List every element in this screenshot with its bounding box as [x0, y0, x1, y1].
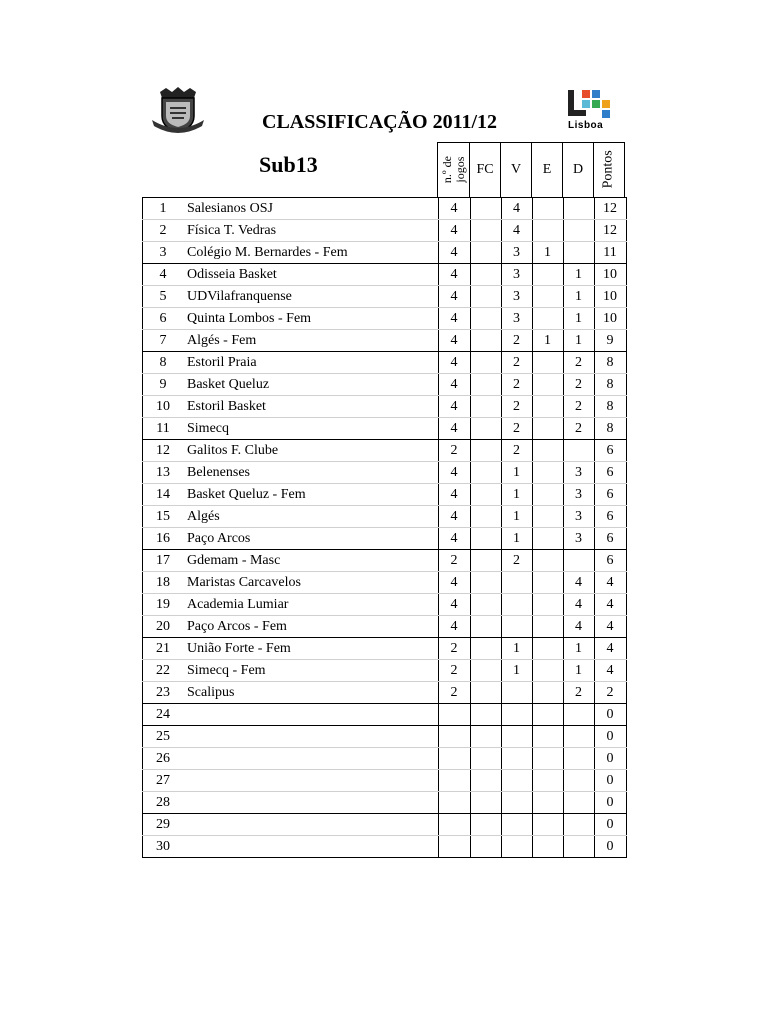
fc-cell [470, 506, 501, 528]
losses-cell: 3 [563, 484, 594, 506]
table-row [143, 242, 627, 264]
points-cell: 4 [594, 572, 626, 594]
games-cell: 4 [438, 242, 470, 264]
fc-cell [470, 396, 501, 418]
table-row [143, 440, 627, 462]
crest-icon [150, 86, 206, 134]
games-cell [438, 770, 470, 792]
wins-cell: 1 [501, 528, 532, 550]
team-name-cell: Odisseia Basket [183, 264, 438, 286]
fc-cell [470, 726, 501, 748]
wins-cell: 2 [501, 550, 532, 572]
losses-cell: 2 [563, 374, 594, 396]
fc-cell [470, 814, 501, 836]
table-row [143, 220, 627, 242]
draws-cell [532, 506, 563, 528]
games-cell: 4 [438, 506, 470, 528]
wins-cell: 2 [501, 374, 532, 396]
position-cell: 6 [143, 308, 184, 330]
games-cell: 4 [438, 418, 470, 440]
position-cell: 3 [143, 242, 184, 264]
table-row [143, 814, 627, 836]
points-cell: 0 [594, 792, 626, 814]
draws-cell [532, 748, 563, 770]
games-cell [438, 836, 470, 858]
losses-cell: 1 [563, 660, 594, 682]
team-name-cell: Salesianos OSJ [183, 198, 438, 220]
points-cell: 8 [594, 374, 626, 396]
points-cell: 6 [594, 462, 626, 484]
position-cell: 15 [143, 506, 184, 528]
wins-cell: 3 [501, 286, 532, 308]
draws-cell [532, 308, 563, 330]
draws-cell [532, 770, 563, 792]
draws-cell: 1 [532, 242, 563, 264]
team-name-cell: Física T. Vedras [183, 220, 438, 242]
losses-cell [563, 792, 594, 814]
games-cell [438, 748, 470, 770]
draws-cell [532, 484, 563, 506]
games-cell: 4 [438, 264, 470, 286]
wins-cell: 1 [501, 638, 532, 660]
wins-cell [501, 572, 532, 594]
draws-cell [532, 440, 563, 462]
losses-cell: 1 [563, 308, 594, 330]
fc-cell [470, 308, 501, 330]
table-row [143, 836, 627, 858]
wins-cell [501, 770, 532, 792]
team-name-cell [183, 704, 438, 726]
games-cell: 2 [438, 660, 470, 682]
fc-cell [470, 550, 501, 572]
position-cell: 24 [143, 704, 184, 726]
position-cell: 12 [143, 440, 184, 462]
column-header-points: Pontos [593, 142, 625, 197]
wins-cell: 3 [501, 264, 532, 286]
points-cell: 0 [594, 726, 626, 748]
position-cell: 5 [143, 286, 184, 308]
team-name-cell: Galitos F. Clube [183, 440, 438, 462]
table-row [143, 792, 627, 814]
position-cell: 10 [143, 396, 184, 418]
points-cell: 6 [594, 550, 626, 572]
team-name-cell: Colégio M. Bernardes - Fem [183, 242, 438, 264]
fc-cell [470, 836, 501, 858]
wins-cell: 2 [501, 396, 532, 418]
team-name-cell [183, 770, 438, 792]
points-cell: 4 [594, 638, 626, 660]
table-row [143, 748, 627, 770]
position-cell: 20 [143, 616, 184, 638]
games-cell: 4 [438, 198, 470, 220]
fc-cell [470, 572, 501, 594]
losses-cell [563, 198, 594, 220]
fc-cell [470, 748, 501, 770]
position-cell: 9 [143, 374, 184, 396]
table-row [143, 330, 627, 352]
draws-cell [532, 836, 563, 858]
losses-cell [563, 220, 594, 242]
games-cell: 4 [438, 528, 470, 550]
team-name-cell: Paço Arcos - Fem [183, 616, 438, 638]
table-row [143, 198, 627, 220]
draws-cell [532, 462, 563, 484]
fc-cell [470, 352, 501, 374]
losses-cell [563, 748, 594, 770]
position-cell: 2 [143, 220, 184, 242]
fc-cell [470, 242, 501, 264]
wins-cell [501, 748, 532, 770]
fc-cell [470, 462, 501, 484]
fc-cell [470, 638, 501, 660]
wins-cell [501, 792, 532, 814]
position-cell: 30 [143, 836, 184, 858]
losses-cell: 3 [563, 506, 594, 528]
column-header-games: n.º de jogos [437, 142, 469, 197]
wins-cell [501, 726, 532, 748]
position-cell: 29 [143, 814, 184, 836]
fc-cell [470, 704, 501, 726]
draws-cell [532, 264, 563, 286]
table-row [143, 484, 627, 506]
wins-cell: 1 [501, 660, 532, 682]
points-cell: 2 [594, 682, 626, 704]
table-row [143, 528, 627, 550]
points-cell: 9 [594, 330, 626, 352]
games-cell: 2 [438, 638, 470, 660]
points-cell: 6 [594, 528, 626, 550]
games-cell: 4 [438, 330, 470, 352]
points-cell: 8 [594, 418, 626, 440]
draws-cell [532, 528, 563, 550]
draws-cell [532, 352, 563, 374]
points-cell: 0 [594, 770, 626, 792]
table-row [143, 264, 627, 286]
fc-cell [470, 220, 501, 242]
fc-cell [470, 440, 501, 462]
table-row [143, 286, 627, 308]
wins-cell [501, 836, 532, 858]
column-header-v: V [500, 142, 531, 197]
team-name-cell: Paço Arcos [183, 528, 438, 550]
fc-cell [470, 198, 501, 220]
table-row [143, 726, 627, 748]
losses-cell: 1 [563, 286, 594, 308]
position-cell: 22 [143, 660, 184, 682]
losses-cell: 2 [563, 352, 594, 374]
games-cell: 4 [438, 572, 470, 594]
losses-cell: 2 [563, 682, 594, 704]
column-header-e: E [531, 142, 562, 197]
points-cell: 12 [594, 198, 626, 220]
team-name-cell: Algés [183, 506, 438, 528]
points-cell: 4 [594, 616, 626, 638]
losses-cell [563, 550, 594, 572]
position-cell: 26 [143, 748, 184, 770]
games-cell: 2 [438, 550, 470, 572]
wins-cell [501, 682, 532, 704]
team-name-cell [183, 836, 438, 858]
games-cell: 4 [438, 374, 470, 396]
team-name-cell [183, 726, 438, 748]
games-cell: 4 [438, 220, 470, 242]
position-cell: 14 [143, 484, 184, 506]
table-row [143, 572, 627, 594]
team-name-cell: Simecq [183, 418, 438, 440]
fc-cell [470, 418, 501, 440]
points-cell: 12 [594, 220, 626, 242]
games-cell: 4 [438, 616, 470, 638]
games-cell: 4 [438, 352, 470, 374]
team-name-cell: União Forte - Fem [183, 638, 438, 660]
losses-cell: 1 [563, 330, 594, 352]
team-name-cell: Quinta Lombos - Fem [183, 308, 438, 330]
losses-cell [563, 726, 594, 748]
points-cell: 0 [594, 836, 626, 858]
page-title: CLASSIFICAÇÃO 2011/12 [262, 111, 498, 133]
position-cell: 21 [143, 638, 184, 660]
position-cell: 11 [143, 418, 184, 440]
team-name-cell: Gdemam - Masc [183, 550, 438, 572]
points-cell: 4 [594, 660, 626, 682]
points-cell: 6 [594, 506, 626, 528]
losses-cell: 2 [563, 396, 594, 418]
table-row [143, 550, 627, 572]
games-cell: 2 [438, 682, 470, 704]
fc-cell [470, 770, 501, 792]
draws-cell [532, 286, 563, 308]
wins-cell: 2 [501, 352, 532, 374]
wins-cell [501, 814, 532, 836]
fc-cell [470, 264, 501, 286]
position-cell: 1 [143, 198, 184, 220]
games-cell: 4 [438, 396, 470, 418]
wins-cell: 1 [501, 506, 532, 528]
losses-cell: 1 [563, 638, 594, 660]
losses-cell: 1 [563, 264, 594, 286]
draws-cell [532, 792, 563, 814]
losses-cell [563, 440, 594, 462]
wins-cell: 4 [501, 198, 532, 220]
wins-cell: 3 [501, 242, 532, 264]
fc-cell [470, 660, 501, 682]
table-row [143, 462, 627, 484]
wins-cell [501, 704, 532, 726]
draws-cell [532, 198, 563, 220]
fc-cell [470, 792, 501, 814]
fc-cell [470, 330, 501, 352]
table-row [143, 770, 627, 792]
wins-cell: 1 [501, 484, 532, 506]
column-header-d: D [562, 142, 593, 197]
team-name-cell: Estoril Praia [183, 352, 438, 374]
wins-cell: 2 [501, 418, 532, 440]
team-name-cell: Simecq - Fem [183, 660, 438, 682]
games-cell: 4 [438, 594, 470, 616]
wins-cell: 1 [501, 462, 532, 484]
losses-cell: 4 [563, 594, 594, 616]
losses-cell [563, 836, 594, 858]
fc-cell [470, 286, 501, 308]
fc-cell [470, 374, 501, 396]
position-cell: 4 [143, 264, 184, 286]
team-name-cell [183, 814, 438, 836]
draws-cell [532, 704, 563, 726]
games-cell [438, 814, 470, 836]
table-row [143, 308, 627, 330]
points-cell: 10 [594, 308, 626, 330]
position-cell: 13 [143, 462, 184, 484]
wins-cell: 2 [501, 330, 532, 352]
team-name-cell: Belenenses [183, 462, 438, 484]
losses-cell: 4 [563, 616, 594, 638]
draws-cell [532, 220, 563, 242]
points-cell: 0 [594, 814, 626, 836]
position-cell: 16 [143, 528, 184, 550]
position-cell: 17 [143, 550, 184, 572]
draws-cell [532, 638, 563, 660]
draws-cell [532, 418, 563, 440]
points-cell: 4 [594, 594, 626, 616]
games-cell: 4 [438, 484, 470, 506]
table-row [143, 682, 627, 704]
games-cell [438, 704, 470, 726]
fc-cell [470, 528, 501, 550]
team-name-cell: Basket Queluz - Fem [183, 484, 438, 506]
points-cell: 0 [594, 748, 626, 770]
draws-cell [532, 660, 563, 682]
fc-cell [470, 682, 501, 704]
draws-cell [532, 572, 563, 594]
table-row [143, 638, 627, 660]
wins-cell: 2 [501, 440, 532, 462]
wins-cell [501, 594, 532, 616]
points-cell: 0 [594, 704, 626, 726]
points-cell: 10 [594, 286, 626, 308]
losses-cell [563, 242, 594, 264]
position-cell: 8 [143, 352, 184, 374]
table-row [143, 352, 627, 374]
games-cell: 4 [438, 286, 470, 308]
points-cell: 11 [594, 242, 626, 264]
position-cell: 27 [143, 770, 184, 792]
losses-cell: 2 [563, 418, 594, 440]
team-name-cell: Maristas Carcavelos [183, 572, 438, 594]
points-cell: 8 [594, 396, 626, 418]
position-cell: 7 [143, 330, 184, 352]
games-cell [438, 726, 470, 748]
draws-cell [532, 594, 563, 616]
losses-cell: 4 [563, 572, 594, 594]
position-cell: 25 [143, 726, 184, 748]
table-row [143, 616, 627, 638]
games-cell [438, 792, 470, 814]
draws-cell [532, 396, 563, 418]
table-row [143, 396, 627, 418]
draws-cell [532, 550, 563, 572]
column-header-fc: FC [469, 142, 500, 197]
position-cell: 19 [143, 594, 184, 616]
draws-cell [532, 682, 563, 704]
table-row [143, 506, 627, 528]
draws-cell [532, 814, 563, 836]
team-name-cell: Algés - Fem [183, 330, 438, 352]
losses-cell [563, 770, 594, 792]
wins-cell: 3 [501, 308, 532, 330]
games-cell: 4 [438, 462, 470, 484]
table-row [143, 374, 627, 396]
team-name-cell: Basket Queluz [183, 374, 438, 396]
points-cell: 8 [594, 352, 626, 374]
team-name-cell: UDVilafranquense [183, 286, 438, 308]
logo-text: Lisboa [568, 120, 604, 131]
draws-cell [532, 616, 563, 638]
losses-cell [563, 704, 594, 726]
points-cell: 6 [594, 440, 626, 462]
table-row [143, 704, 627, 726]
games-cell: 2 [438, 440, 470, 462]
position-cell: 18 [143, 572, 184, 594]
table-row [143, 418, 627, 440]
games-cell: 4 [438, 308, 470, 330]
standings-table [142, 197, 627, 858]
fc-cell [470, 484, 501, 506]
team-name-cell: Scalipus [183, 682, 438, 704]
position-cell: 23 [143, 682, 184, 704]
draws-cell: 1 [532, 330, 563, 352]
table-row [143, 660, 627, 682]
category-label: Sub13 [259, 152, 318, 177]
draws-cell [532, 726, 563, 748]
team-name-cell [183, 748, 438, 770]
points-cell: 10 [594, 264, 626, 286]
fc-cell [470, 616, 501, 638]
team-name-cell [183, 792, 438, 814]
points-cell: 6 [594, 484, 626, 506]
losses-cell [563, 814, 594, 836]
position-cell: 28 [143, 792, 184, 814]
wins-cell [501, 616, 532, 638]
team-name-cell: Estoril Basket [183, 396, 438, 418]
table-row [143, 594, 627, 616]
draws-cell [532, 374, 563, 396]
wins-cell: 4 [501, 220, 532, 242]
losses-cell: 3 [563, 528, 594, 550]
losses-cell: 3 [563, 462, 594, 484]
team-name-cell: Academia Lumiar [183, 594, 438, 616]
fc-cell [470, 594, 501, 616]
